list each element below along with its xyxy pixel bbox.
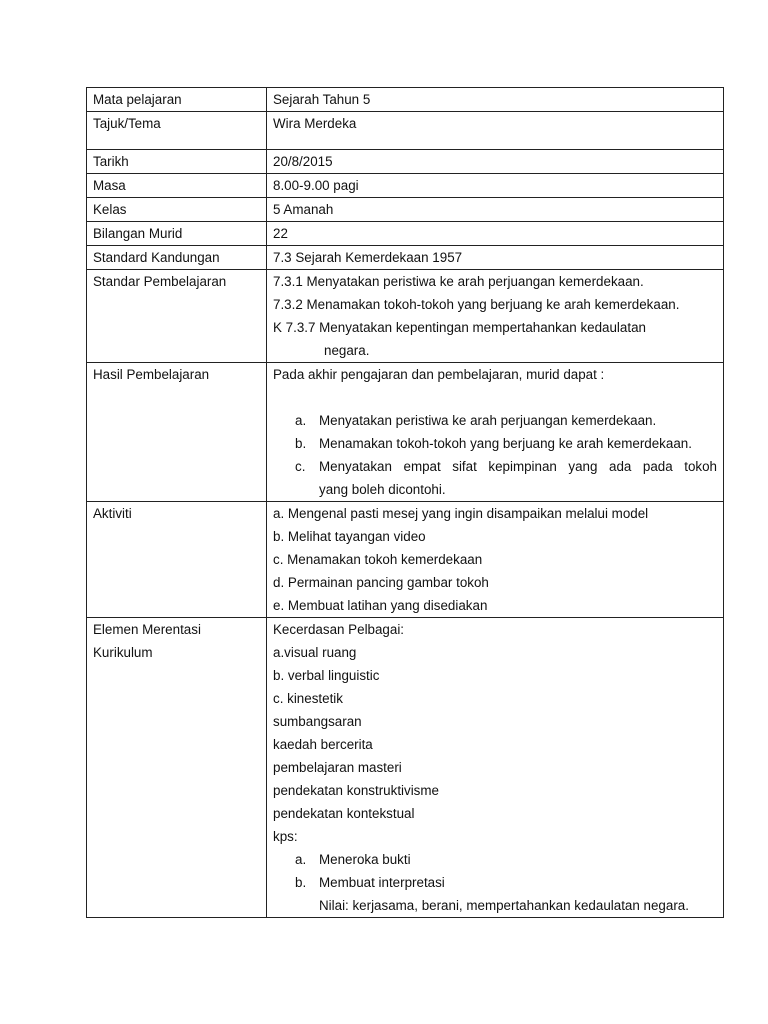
activity-item: d. Permainan pancing gambar tokoh — [273, 575, 489, 590]
list-item-continuation — [273, 478, 717, 501]
cross-element-line: b. verbal linguistic — [273, 668, 380, 683]
subject-label: Mata pelajaran — [87, 88, 267, 112]
table-row-subject — [87, 88, 724, 112]
table-row-activities — [87, 502, 724, 618]
theme-label: Tajuk/Tema — [87, 112, 267, 150]
activity-item: a. Mengenal pasti mesej yang ingin disampaikan melalui model — [273, 506, 649, 521]
outcomes-label: Hasil Pembelajaran — [87, 363, 267, 502]
activity-item: b. Melihat tayangan video — [273, 529, 426, 544]
table-row-theme — [87, 112, 724, 150]
spacer — [273, 386, 717, 409]
cross-elements-label: Elemen Merentasi — [93, 622, 201, 637]
table-row-content-standard — [87, 246, 724, 270]
cross-element-line: Kecerdasan Pelbagai: — [273, 622, 405, 637]
activities-label: Aktiviti — [87, 502, 267, 618]
cross-elements-cell — [267, 618, 724, 918]
list-text: Menyatakan peristiwa ke arah perjuangan kemerdekaan. — [319, 413, 657, 428]
table-row-date — [87, 150, 724, 174]
lesson-plan-table — [86, 87, 724, 918]
activity-item: e. Membuat latihan yang disediakan — [273, 598, 488, 613]
list-item — [273, 848, 717, 871]
list-text: Menyatakan empat sifat kepimpinan yang ada pada tokoh — [319, 459, 717, 474]
students-value: 22 — [267, 222, 724, 246]
outcomes-cell — [267, 363, 724, 502]
cross-element-line: a.visual ruang — [273, 645, 357, 660]
list-item — [273, 432, 717, 455]
cross-element-line: pendekatan kontekstual — [273, 806, 415, 821]
date-value: 20/8/2015 — [267, 150, 724, 174]
date-label: Tarikh — [87, 150, 267, 174]
values-text: Nilai: kerjasama, berani, mempertahankan kedaulatan negara. — [319, 898, 689, 913]
table-row-learning-standard — [87, 270, 724, 363]
list-item — [273, 409, 717, 432]
list-text: yang boleh dicontohi. — [319, 482, 446, 497]
learning-standard-label: Standar Pembelajaran — [87, 270, 267, 363]
class-label: Kelas — [87, 198, 267, 222]
list-item — [273, 871, 717, 894]
cross-element-line: kps: — [273, 829, 298, 844]
theme-value: Wira Merdeka — [267, 112, 724, 150]
values-line — [273, 894, 717, 917]
list-marker: b. — [295, 436, 307, 451]
learning-standard-line: negara. — [324, 343, 370, 358]
table-row-outcomes — [87, 363, 724, 502]
table-row-cross-elements — [87, 618, 724, 918]
subject-value: Sejarah Tahun 5 — [267, 88, 724, 112]
learning-standard-cell — [267, 270, 724, 363]
cross-element-line: sumbangsaran — [273, 714, 362, 729]
list-text: Meneroka bukti — [319, 852, 411, 867]
list-marker: c. — [295, 459, 306, 474]
cross-element-line: pendekatan konstruktivisme — [273, 783, 439, 798]
time-label: Masa — [87, 174, 267, 198]
table-row-class — [87, 198, 724, 222]
cross-element-line: kaedah bercerita — [273, 737, 373, 752]
class-value: 5 Amanah — [267, 198, 724, 222]
list-item — [273, 455, 717, 478]
activities-cell — [267, 502, 724, 618]
cross-elements-label: Kurikulum — [93, 645, 153, 660]
learning-standard-line: 7.3.1 Menyatakan peristiwa ke arah perjuangan kemerdekaan. — [273, 274, 644, 289]
table-row-time — [87, 174, 724, 198]
list-text: Menamakan tokoh-tokoh yang berjuang ke arah kemerdekaan. — [319, 436, 692, 451]
cross-elements-label-cell — [87, 618, 267, 918]
content-standard-label: Standard Kandungan — [87, 246, 267, 270]
list-marker: a. — [295, 413, 307, 428]
outcomes-intro: Pada akhir pengajaran dan pembelajaran, murid dapat : — [273, 367, 605, 382]
students-label: Bilangan Murid — [87, 222, 267, 246]
time-value: 8.00-9.00 pagi — [267, 174, 724, 198]
cross-element-line: c. kinestetik — [273, 691, 343, 706]
content-standard-value: 7.3 Sejarah Kemerdekaan 1957 — [267, 246, 724, 270]
list-marker: a. — [295, 852, 307, 867]
list-text: Membuat interpretasi — [319, 875, 445, 890]
learning-standard-line: K 7.3.7 Menyatakan kepentingan mempertahankan kedaulatan — [273, 320, 646, 335]
learning-standard-line: 7.3.2 Menamakan tokoh-tokoh yang berjuang ke arah kemerdekaan. — [273, 297, 680, 312]
cross-element-line: pembelajaran masteri — [273, 760, 402, 775]
list-marker: b. — [295, 875, 307, 890]
activity-item: c. Menamakan tokoh kemerdekaan — [273, 552, 483, 567]
table-row-students — [87, 222, 724, 246]
